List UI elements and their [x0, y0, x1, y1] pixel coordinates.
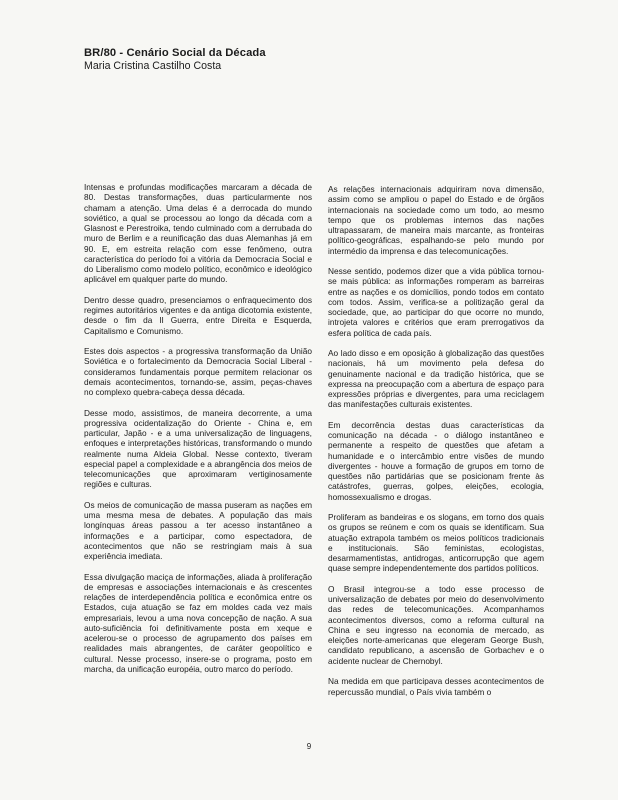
article-header	[84, 46, 266, 73]
article-title: BR/80 - Cenário Social da Década	[84, 47, 266, 59]
paragraph: Nesse sentido, podemos dizer que a vida pública tornou-se mais pública: as informações romperam as barreiras entre as nações e os domicílios, pondo todos em contato com todos. Assim, verifica-se a politização geral da sociedade, que, ao participar do que ocorre no mundo, introjeta valores e critérios que eram prerrogativos da esfera política de cada país.	[328, 266, 544, 338]
paragraph: Desse modo, assistimos, de maneira decorrente, a uma progressiva ocidentalização do Oriente - China e, em particular, Japão - e a uma universalização de linguagens, enfoques e interpretações históricas, transformando o mundo realmente numa Aldeia Global. Nesse contexto, tiveram especial papel a complexidade e a abrangência dos meios de telecomunicações que aproximaram vertiginosamente regiões e culturas.	[84, 407, 312, 490]
paragraph: Dentro desse quadro, presenciamos o enfraquecimento dos regimes autoritários vigentes e da antiga dicotomia existente, desde o fim da II Guerra, entre Direita e Esquerda, Capitalismo e Comunismo.	[84, 294, 312, 336]
paragraph: As relações internacionais adquiriram nova dimensão, assim como se ampliou o papel do Estado e de órgãos internacionais na sociedade como um todo, ao mesmo tempo que os problemas internos das nações ultrapassaram, de maneira mais marcante, as fronteiras político-geográficas, espalhando-se pelo mundo por intermédio da imprensa e das telecomunicações.	[328, 184, 544, 256]
paragraph: Na medida em que participava desses acontecimentos de repercussão mundial, o País vivia também o	[328, 676, 544, 697]
left-column	[84, 182, 312, 674]
right-column	[328, 184, 544, 697]
paragraph: O Brasil integrou-se a todo esse processo de universalização de debates por meio do desenvolvimento das redes de telecomunicações. Acompanhamos acontecimentos diversos, como a reforma cultural na China e seu ingresso na economia de mercado, as eleições norte-americanas que elegeram George Bush, candidato republicano, a ascensão de Gorbachev e o acidente nuclear de Chernobyl.	[328, 583, 544, 666]
paragraph: Ao lado disso e em oposição à globalização das questões nacionais, há um movimento pela defesa do genuinamente nacional e da tradição histórica, que se expressa na preocupação com a abertura de espaço para expressões próprias e divergentes, para uma reciclagem das manifestações culturais existentes.	[328, 348, 544, 410]
paragraph: Essa divulgação maciça de informações, aliada à proliferação de empresas e associações internacionais e às crescentes relações de interdependência política e econômica entre os Estados, cuja atuação se faz em moldes cada vez mais empresariais, levou a uma nova concepção de nação. A sua auto-suficiência foi definitivamente posta em xeque e acelerou-se o processo de agrupamento dos países em realidades mais abrangentes, de caráter geopolítico e cultural. Nesse processo, insere-se o programa, posto em marcha, da unificação européia, outro marco do período.	[84, 571, 312, 674]
paragraph: Proliferam as bandeiras e os slogans, em torno dos quais os grupos se reúnem e com os quais se identificam. Sua atuação extrapola também os meios políticos tradicionais e institucionais. São feministas, ecologistas, desarmamentistas, antidrogas, anticorrupção que agem quase sempre independentemente dos partidos políticos.	[328, 512, 544, 574]
paragraph: Estes dois aspectos - a progressiva transformação da União Soviética e o fortalecimento da Democracia Social Liberal - consideramos fundamentais porque permitem relacionar os demais acontecimentos, tornando-se, assim, peças-chaves no complexo quebra-cabeça dessa década.	[84, 346, 312, 398]
paragraph: Em decorrência destas duas características da comunicação na década - o diálogo instantâneo e permanente a respeito de questões que afetam a humanidade e o intercâmbio entre visões de mundo divergentes - houve a formação de grupos em torno de questões não partidárias que se posicionam frente às catástrofes, guerras, golpes, eleições, ecologia, homossexualismo e drogas.	[328, 419, 544, 502]
page-number: 9	[306, 742, 312, 751]
paragraph: Intensas e profundas modificações marcaram a década de 80. Destas transformações, duas particularmente nos chamam a atenção. Uma delas é a derrocada do mundo soviético, a qual se processou ao longo da década com a Glasnost e Perestroika, tendo culminado com a derrubada do muro de Berlim e a reunificação das duas Alemanhas já em 90. E, em estreita relação com esse fenômeno, outra característica do período foi a vitória da Democracia Social e do Liberalismo como modelo político, econômico e ideológico aplicável em qualquer parte do mundo.	[84, 182, 312, 285]
paragraph: Os meios de comunicação de massa puseram as nações em uma mesma mesa de debates. A população das mais longínquas áreas passou a ter acesso instantâneo a informações e a participar, como espectadora, de acontecimentos que não se restringiam mais à sua experiência imediata.	[84, 499, 312, 562]
article-author: Maria Cristina Castilho Costa	[84, 60, 222, 72]
